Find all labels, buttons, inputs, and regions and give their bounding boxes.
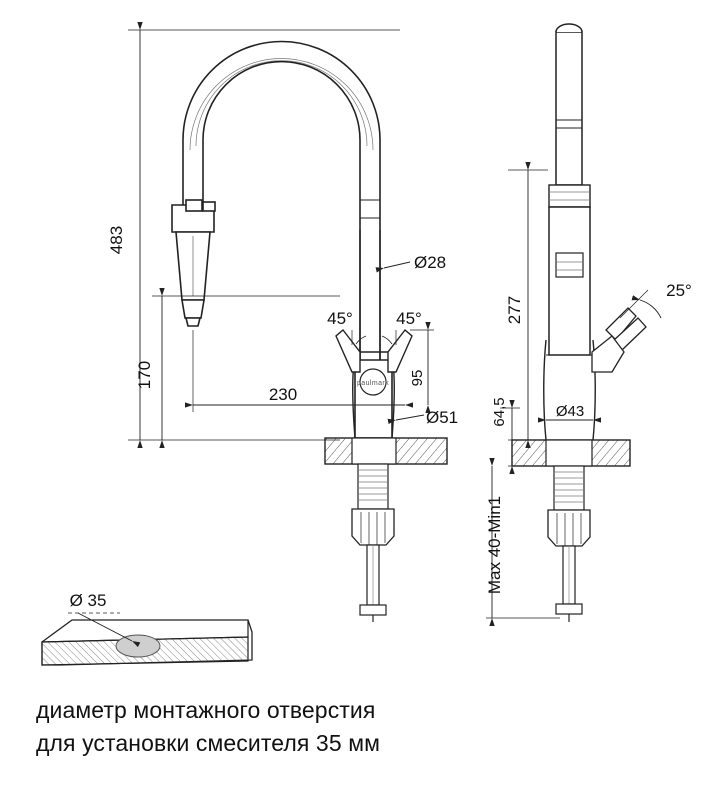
dim-handle-height: 95 bbox=[409, 369, 426, 387]
left-view-dimension-labels bbox=[107, 226, 458, 427]
dim-spout-height: 170 bbox=[135, 360, 154, 390]
right-side-view bbox=[512, 24, 646, 622]
caption bbox=[36, 694, 556, 760]
caption-line-2: для установки смесителя 35 мм bbox=[36, 730, 381, 756]
dim-handle-angle-left: 45° bbox=[327, 309, 353, 328]
brand-mark: paulmark bbox=[357, 380, 389, 387]
dim-handle-tilt-angle: 25° bbox=[666, 281, 692, 300]
dim-mounting-hole-diameter: Ø 35 bbox=[69, 591, 107, 610]
dim-base-height: 64,5 bbox=[491, 397, 508, 427]
dim-counter-thickness: Max 40-Min1 bbox=[485, 495, 504, 595]
dim-base-diameter: Ø51 bbox=[426, 408, 459, 427]
dim-hose-diameter: Ø28 bbox=[414, 253, 447, 272]
caption-line-1: диаметр монтажного отверстия bbox=[36, 697, 376, 723]
dim-total-height: 483 bbox=[107, 225, 126, 255]
dim-body-height: 277 bbox=[505, 295, 524, 325]
dim-spout-reach: 230 bbox=[268, 385, 298, 404]
left-elevation-view bbox=[172, 41, 447, 622]
dim-body-diameter: Ø43 bbox=[555, 403, 585, 420]
dim-handle-angle-right: 45° bbox=[396, 309, 422, 328]
mounting-hole-view bbox=[42, 591, 252, 665]
